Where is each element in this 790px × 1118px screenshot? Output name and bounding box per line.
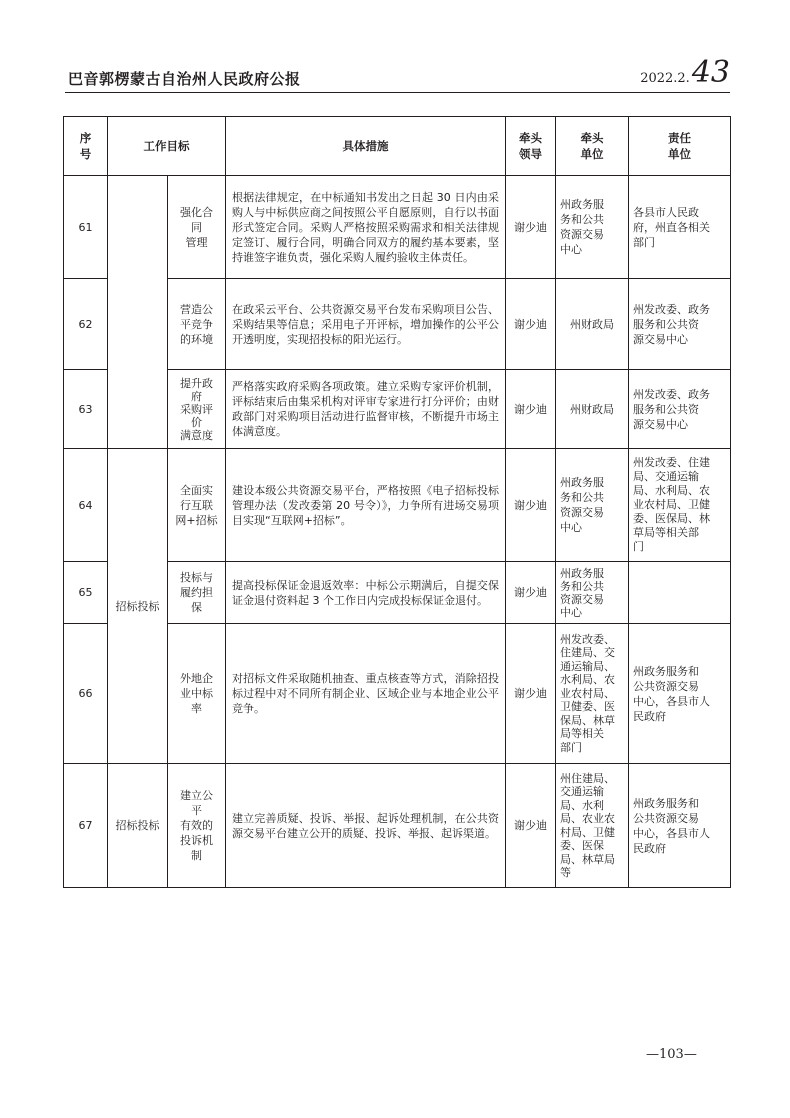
leader: 谢少迪 [506,279,556,370]
table-row [64,764,731,888]
col-header-index: 序 号 [64,117,108,176]
group-label [108,176,168,449]
sub-goal: 投标与 履约担 保 [168,562,226,624]
issue-date: 2022.2. [640,71,690,86]
row-index: 65 [64,562,108,624]
responsible-unit: 州发改委、政务 服务和公共资 源交易中心 [629,370,731,449]
lead-unit: 州政务服 务和公共 资源交易 中心 [556,449,629,562]
lead-unit: 州发改委、 住建局、交 通运输局、 水利局、农 业农村局、 卫健委、医 保局、林草 局等相关 部门 [556,624,629,764]
page-number: —103— [646,1047,697,1062]
leader: 谢少迪 [506,449,556,562]
measures-text: 提高投标保证金退返效率：中标公示期满后，自提交保证金退付资料起 3 个工作日内完成投标保证金退付。 [226,562,506,624]
gazette-title: 巴音郭楞蒙古自治州人民政府公报 [68,70,301,88]
table-row [64,449,731,562]
issue-number: 43 [691,55,730,90]
measures-table [63,116,731,888]
col-header-measures: 具体措施 [226,117,506,176]
responsible-unit: 州发改委、政务 服务和公共资 源交易中心 [629,279,731,370]
leader: 谢少迪 [506,562,556,624]
table-header-row [64,117,731,176]
sub-goal: 建立公 平 有效的 投诉机 制 [168,764,226,888]
responsible-unit: 州政务服务和 公共资源交易 中心，各县市人 民政府 [629,624,731,764]
row-index: 62 [64,279,108,370]
responsible-unit: 州政务服务和 公共资源交易 中心，各县市人 民政府 [629,764,731,888]
lead-unit: 州财政局 [556,279,629,370]
measures-text: 根据法律规定，在中标通知书发出之日起 30 日内由采购人与中标供应商之间按照公平自愿原则，自行以书面形式签定合同。采购人严格按照采购需求和相关法律规定签订、履行合同，明确合同双方的履约基本要素，坚持谁签字谁负责，强化采购人履约验收主体责任。 [226,176,506,279]
table-row [64,176,731,279]
responsible-unit: 各县市人民政 府，州直各相关 部门 [629,176,731,279]
sub-goal: 全面实 行互联 网+招标 [168,449,226,562]
measures-text: 建立完善质疑、投诉、举报、起诉处理机制，在公共资源交易平台建立公开的质疑、投诉、举报、起诉渠道。 [226,764,506,888]
leader: 谢少迪 [506,764,556,888]
row-index: 64 [64,449,108,562]
row-index: 67 [64,764,108,888]
header-rule [65,92,730,93]
lead-unit: 州住建局、 交通运输 局、水利 局、农业农 村局、卫健 委、医保 局、林草局 等 [556,764,629,888]
leader: 谢少迪 [506,370,556,449]
issue-info [640,55,730,90]
lead-unit: 州政务服 务和公共 资源交易 中心 [556,176,629,279]
col-header-goal: 工作目标 [108,117,226,176]
measures-text: 在政采云平台、公共资源交易平台发布采购项目公告、采购结果等信息；采用电子开评标，增加操作的公平公开透明度，实现招投标的阳光运行。 [226,279,506,370]
responsible-unit [629,562,731,624]
measures-text: 建设本级公共资源交易平台，严格按照《电子招标投标管理办法（发改委第 20 号令）》，力争所有进场交易项目实现“互联网+招标”。 [226,449,506,562]
group-label: 招标投标 [108,449,168,764]
col-header-lead-unit: 牵头 单位 [556,117,629,176]
lead-unit: 州财政局 [556,370,629,449]
col-header-responsible: 责任 单位 [629,117,731,176]
sub-goal: 强化合 同 管理 [168,176,226,279]
lead-unit: 州政务服 务和公共 资源交易 中心 [556,562,629,624]
row-index: 66 [64,624,108,764]
group-label: 招标投标 [108,764,168,888]
col-header-leader: 牵头 领导 [506,117,556,176]
measures-text: 对招标文件采取随机抽查、重点核查等方式，消除招投标过程中对不同所有制企业、区域企业与本地企业公平竞争。 [226,624,506,764]
responsible-unit: 州发改委、住建 局、交通运输 局、水利局、农 业农村局、卫健 委、医保局、林 草局等相关部 门 [629,449,731,562]
row-index: 61 [64,176,108,279]
row-index: 63 [64,370,108,449]
leader: 谢少迪 [506,624,556,764]
sub-goal: 外地企 业中标 率 [168,624,226,764]
measures-text: 严格落实政府采购各项政策。建立采购专家评价机制，评标结束后由集采机构对评审专家进行打分评价；由财政部门对采购项目活动进行监督审核，不断提升市场主体满意度。 [226,370,506,449]
sub-goal: 提升政 府 采购评 价 满意度 [168,370,226,449]
leader: 谢少迪 [506,176,556,279]
sub-goal: 营造公 平竞争 的环境 [168,279,226,370]
